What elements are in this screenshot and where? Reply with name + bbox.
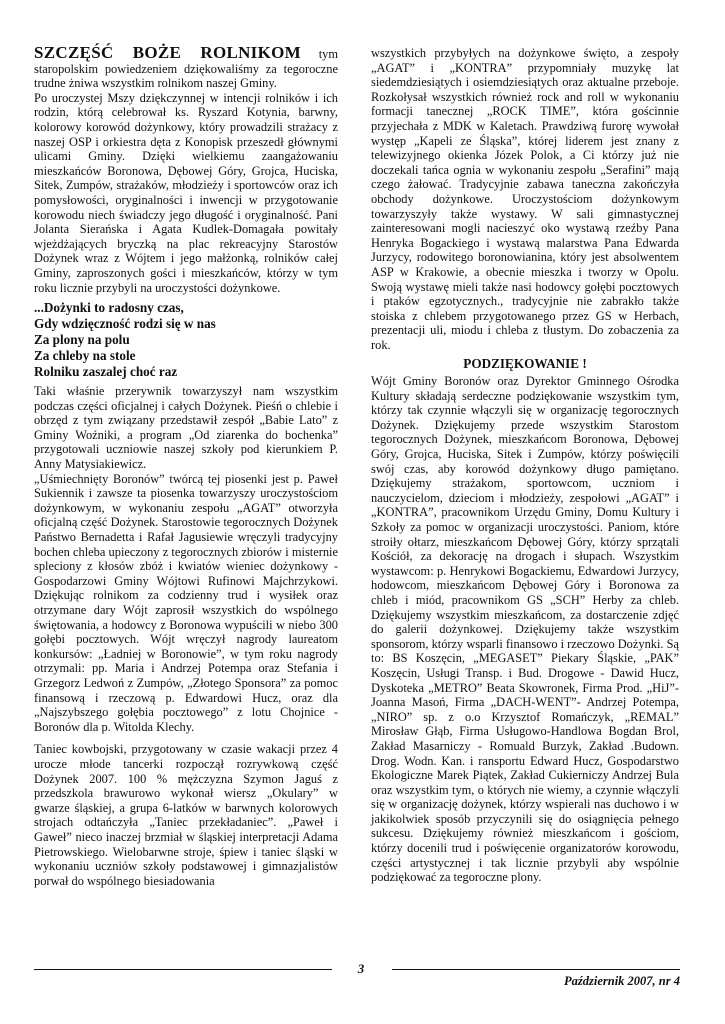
left-column [34, 43, 338, 888]
footer-rule-left [34, 969, 332, 970]
issue-label: Październik 2007, nr 4 [564, 974, 680, 988]
poem-line: Za chleby na stole [34, 348, 136, 364]
paragraph-thanks: Wójt Gminy Boronów oraz Dyrektor Gminnego Ośrodka Kultury składają serdeczne podziękowanie wszystkim tym, którzy tak czynnie włączyli się w organizację tegorocznych Dożynek. Dziękujemy przede wszystkim Starostom tegorocznych Dożynek, mieszkańcom Boronowa, Dębowej Góry, Grojca, Huciska, Sitek i Zumpów, którzy poświęcili swój czas, aby korowód dożynkowy długo pamiętano. Dziękujemy strażakom, sportowcom, uczniom i nauczycielom, dzieciom i młodzieży, zespołowi „AGAT” i „KONTRA”, pracownikom Urzędu Gminy, Domu Kultury i Szkoły za pomoc w organizacji uroczystości. Paniom, które stroiły ołtarz, mieszkańcom Dębowej Góry, którzy sprzątali Kościół, za dekorację na drogach i słupach. Wszystkim wystawcom: p. Henrykowi Bogackiemu, Edwardowi Jurzycy, hodowcom, mieszkańcom Dębowej Góry i Boronowa za chleb i miód, pracownikom GS „SCH” Herby za chleb. Dziękujemy wszystkim mieszkańcom, za dostarczenie zdjęć do galerii dożynkowej. Dziękujemy także wszystkim sponsorom, którzy wsparli finansowo i rzeczowo Dożynki. Są to: BS Koszęcin, „MEGASET” Piekary Śląskie, „PAK” Koszęcin, Usługi Transp. i Bud. Drogowe - Dawid Hucz, Dyskoteka „METRO” Beata Skowronek, Firma Prod. „HiJ”- Joanna Masoń, Firma „DACH-WENT”- Andrzej Potempa, „NIRO” sp. z o.o Krzysztof Romańczyk, „REMAL” Mirosław Głąb, Firma Usługowo-Handlowa Bogdan Brol, Zakład Masarniczy - Romuald Burzyk, Zakład .Budown. Drog. Wodn. Kan. i ransportu Edward Hucz, Gospodarstwo Ekologiczne Marek Piątek, Zakład Cukierniczy Andrzej Bula oraz wszystkim tym, o których nie wiemy, a czynnie włączyli się w organizację dożynek, którzy wspierali nas duchowo i w jakikolwiek sposób przyczynili się do osiągnięcia pełnego sukcesu. Dziękujemy również mieszkańcom i gościom, którzy docenili trud i poświęcenie organizatorów korowodu, części artystycznej i tak licznie przybyli aby wspólnie podziękować za tegoroczne plony. [371, 374, 679, 885]
section-heading: PODZIĘKOWANIE ! [463, 356, 587, 372]
poem-line: Gdy wdzięczność rodzi się w nas [34, 316, 216, 332]
paragraph-ceremony: „Uśmiechnięty Boronów” twórcą tej piosenki jest p. Paweł Sukiennik i zawsze ta piosenka towarzyszy uroczystościom dożynkowym, w wykonaniu zespołu „AGAT” otworzyła oficjalną część Dożynek. Starostowie tegorocznych Dożynek Państwo Bernadetta i Rafał Jagusiewie wręczyli tradycyjny bochen chleba upieczony z tegorocznych zbiorów i misternie spleciony z kłosów zbóż i kwiatów wieniec dożynkowy - Gospodarzowi Gminy Wójtowi Rufinowi Majchrzykowi. Dziękując rolnikom za codzienny trud i wysiłek oraz otrzymane dary Wójt zaprosił wszystkich do wspólnego świętowania, a hodowcy z Boronowa wypuścili w niebo 300 gołębi pocztowych. Wójt wręczył nagrody laureatom konkursów: „Ładniej w Boronowie”, w tym roku nagrody otrzymali: pp. Maria i Andrzej Potempa oraz Stefania i Grzegorz Ledwoń z Zumpów, „Złotego Sponsora” za pomoc finansową i rzeczową p. Edwardowi Hucz, oraz dla „Najszybszego gołębia pocztowego” z lotu Chojnice - Boronów dla p. Witolda Klechy. [34, 471, 338, 734]
poem-line: Rolniku zaszalej choć raz [34, 364, 178, 380]
paragraph-spacer [34, 734, 338, 742]
intro-paragraph [34, 43, 338, 91]
title-continuation: tym staropolskim powiedzeniem dziękowaliśmy za tegoroczne trudne żniwa wszystkim rolnikom naszej Gminy. [34, 47, 338, 91]
poem-line: Za plony na polu [34, 332, 130, 348]
poem [34, 300, 338, 380]
paragraph-continuation: wszystkich przybyłych na dożynkowe święto, a zespoły „AGAT” i „KONTRA” przypomniały muzykę lat siedemdziesiątych i osiemdziesiątych oraz aktualne przeboje. Rozkołysał wszystkich również rock and roll w wykonaniu formacji tanecznej „ROCK TIME”, która gościnnie przyjechała z MDK w Kaletach. Prawdziwą furorę wywołał występ „Kapeli ze Śląska”, której liderem jest znany z telewizyjnego okienka Józek Polok, a Ci którzy już nie doczekali tańca ognia w wykonaniu zespołu „Serafini” mają czego żałować. Tradycyjnie zabawa taneczna zakończyła obchody dożynkowe. Uroczystościom dożynkowym towarzyszyły także wystawy. W sali gimnastycznej zainteresowani mogli nacieszyć oko wystawą rzeźby Pana Henryka Bogackiego i wystawą malarstwa Pana Edwarda Jurzycy, rodowitego boronowianina, który jest absolwentem ASP w Krakowie, a obecnie mieszka i tworzy w Opolu. Swoją wystawę mieli także nasi hodowcy gołębi pocztowych i ptaków egzotycznych., tradycyjnie nie zabrakło także stoiska z chlebem przygotowanego przez GS w Herbach, prezentacji uli, miodu i chleba z tłustym. Do zobaczenia za rok. [371, 46, 679, 352]
footer-rule-right [392, 969, 680, 970]
page-number: 3 [357, 961, 365, 976]
right-column [371, 46, 679, 885]
paragraph-performances: Taniec kowbojski, przygotowany w czasie wakacji przez 4 urocze młode tancerki rozpoczął rozrywkową część Dożynek 2007. 100 % mężczyzna Szymon Jaguś z przedszkola brawurowo wykonał wiersz „Okulary” w gwarze śląskiej, a grupa 6-latków w barwnych kolorowych strojach odtańczyła „Taniec przekładaniec”. „Paweł i Gaweł” nieco inaczej brzmiał w śląskiej interpretacji Adama Pietrowskiego. Wielobarwne stroje, śpiew i taniec śląski w wykonaniu uczniów szkoły podstawowej i gimnazjalistów porwał do wspólnego biesiadowania [34, 742, 338, 888]
paragraph-interlude: Taki właśnie przerywnik towarzyszył nam wszystkim podczas części oficjalnej i całych Dożynek. Pieśń o chlebie i obrzęd z tym związany przedstawił zespół „Babie Lato” z Gminy Woźniki, a program „Od ziarenka do bochenka” przygotowali uczniowie naszej szkoły pod kierunkiem P. Anny Matysiakiewicz. [34, 384, 338, 472]
paragraph-procession: Po uroczystej Mszy dziękczynnej w intencji rolników i ich rodzin, którą celebrował ks. Ryszard Kotynia, barwny, kolorowy korowód dożynkowy, który prowadzili strażacy z naszej OSP i orkiestra dęta z Konopisk przeszedł głównymi ulicami Gminy. Dzięki wielkiemu zaangażowaniu mieszkańców Boronowa, Dębowej Góry, Grojca, Huciska, Sitek, Zumpów, strażaków, młodzieży i sportowców oraz ich pomysłowości, oryginalności i inwencji w przygotowanie korowodu niech świadczy jego długość i oryginalność. Pani Jolanta Sierańska i Agata Kudlek-Domagała powitały wjeżdżających bryczką na plac rekreacyjny Starostów Dożynek wraz z Wójtem i jego małżonką, rolników całej Gminy, zaproszonych gości i mieszkańców, którzy w tym roku licznie przybyli na uroczystości dożynkowe. [34, 90, 338, 295]
article-title: SZCZĘŚĆ BOŻE ROLNIKOM [34, 43, 301, 62]
poem-line: ...Dożynki to radosny czas, [34, 300, 184, 316]
